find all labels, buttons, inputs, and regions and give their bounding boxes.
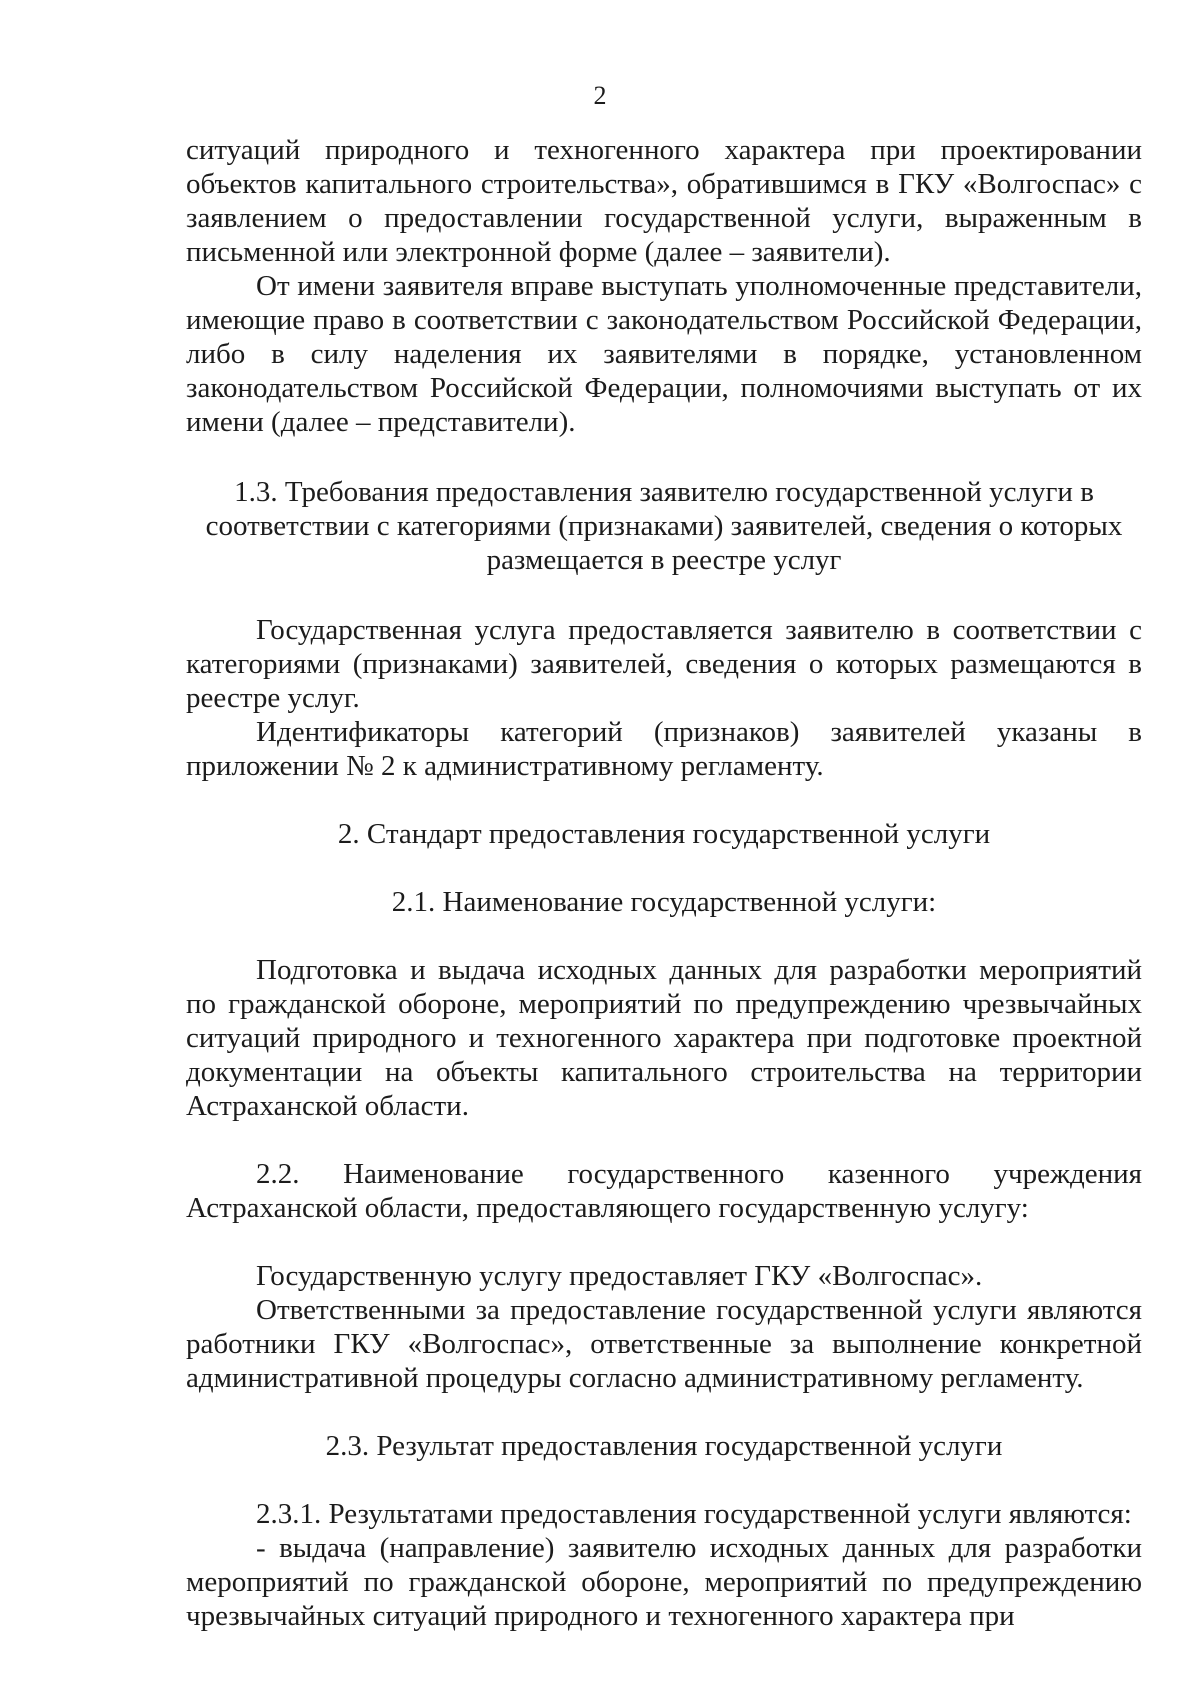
paragraph-category-identifiers: Идентификаторы категорий (признаков) заявителей указаны в приложении № 2 к административному регламенту.: [186, 716, 1142, 782]
section-heading-1-3: 1.3. Требования предоставления заявителю государственной услуги в соответствии с категориями (признаками) заявителей, сведения о которых размещается в реестре услуг: [205, 476, 1123, 576]
document-body: [186, 133, 1142, 1633]
paragraph-representatives: От имени заявителя вправе выступать уполномоченные представители, имеющие право в соответствии с законодательством Российской Федерации, либо в силу наделения их заявителями в порядке, установленном законодательством Российской Федерации, полномочиями выступать от их имени (далее – представители).: [186, 270, 1142, 438]
paragraph-service-categories: Государственная услуга предоставляется заявителю в соответствии с категориями (признаками) заявителей, сведения о которых размещаются в реестре услуг.: [186, 614, 1142, 714]
section-heading-2: 2. Стандарт предоставления государственной услуги: [337, 818, 991, 850]
paragraph-responsible-staff: Ответственными за предоставление государственной услуги являются работники ГКУ «Волгоспас», ответственные за выполнение конкретной административной процедуры согласно административному регламенту.: [186, 1294, 1142, 1394]
paragraph-applicants-definition: ситуаций природного и техногенного характера при проектировании объектов капитального строительства», обратившимся в ГКУ «Волгоспас» с заявлением о предоставлении государственной услуги, выраженным в письменной или электронной форме (далее – заявители).: [186, 134, 1142, 268]
section-heading-2-1: 2.1. Наименование государственной услуги:: [391, 886, 937, 918]
paragraph-service-provider: Государственную услугу предоставляет ГКУ «Волгоспас».: [256, 1260, 983, 1292]
paragraph-results-intro: 2.3.1. Результатами предоставления государственной услуги являются:: [256, 1498, 1132, 1530]
page-number: 2: [593, 81, 607, 110]
section-heading-2-3: 2.3. Результат предоставления государственной услуги: [325, 1430, 1003, 1462]
paragraph-results-item: - выдача (направление) заявителю исходных данных для разработки мероприятий по гражданской обороне, мероприятий по предупреждению чрезвычайных ситуаций природного и техногенного характера при: [186, 1532, 1142, 1632]
paragraph-institution-name: 2.2. Наименование государственного казенного учреждения Астраханской области, предоставляющего государственную услугу:: [186, 1158, 1142, 1224]
paragraph-service-name: Подготовка и выдача исходных данных для разработки мероприятий по гражданской обороне, мероприятий по предупреждению чрезвычайных ситуаций природного и техногенного характера при подготовке проектной документации на объекты капитального строительства на территории Астраханской области.: [186, 954, 1142, 1122]
